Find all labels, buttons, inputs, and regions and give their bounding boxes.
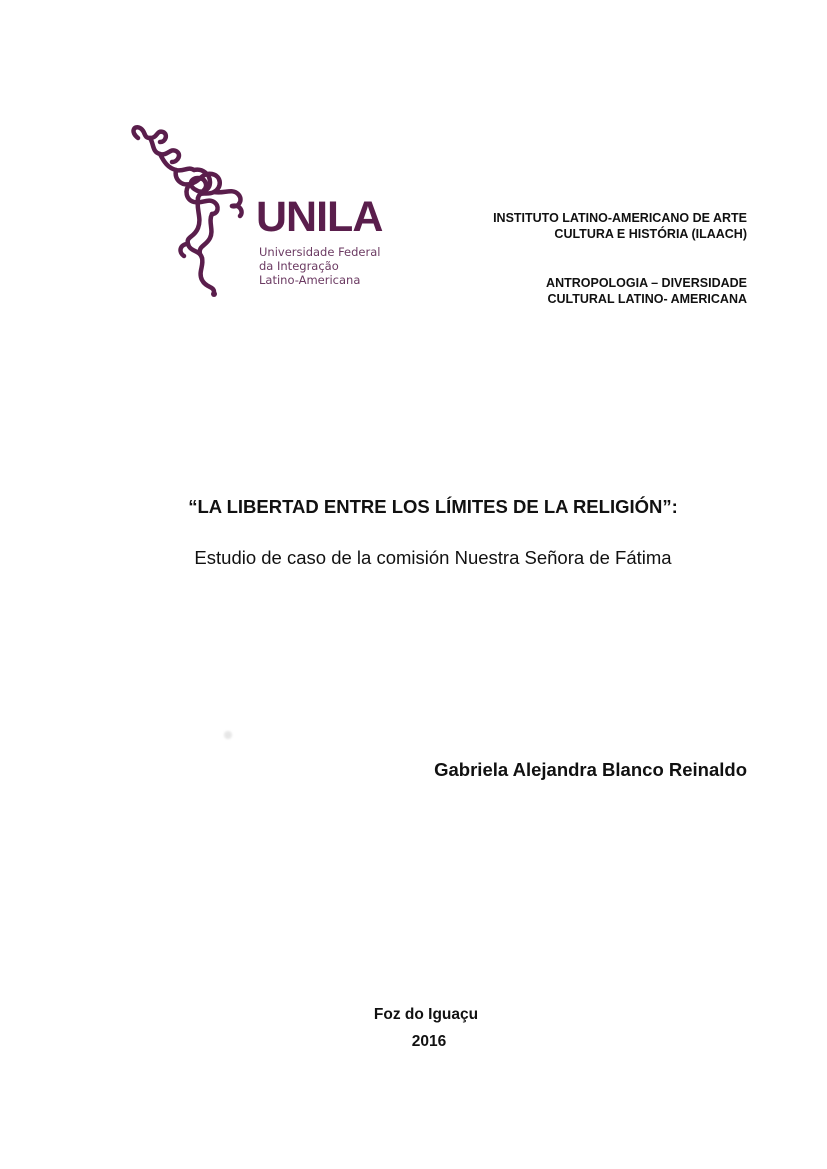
institute-line: CULTURA E HISTÓRIA (ILAACH) bbox=[554, 227, 747, 241]
unila-map-emblem-icon bbox=[128, 124, 253, 299]
scan-smudge bbox=[224, 731, 232, 739]
program-name bbox=[546, 275, 747, 307]
logo-wordmark: UNILA bbox=[256, 193, 383, 241]
logo-subtitle-line: Universidade Federal bbox=[259, 245, 381, 259]
program-line: ANTROPOLOGIA – DIVERSIDADE bbox=[546, 276, 747, 290]
logo-subtitle bbox=[259, 245, 380, 287]
document-title: “LA LIBERTAD ENTRE LOS LÍMITES DE LA RELIGIÓN”: bbox=[188, 496, 678, 517]
publication-year: 2016 bbox=[411, 1033, 447, 1050]
institute-line: INSTITUTO LATINO-AMERICANO DE ARTE bbox=[493, 211, 747, 225]
unila-logo bbox=[128, 124, 383, 299]
logo-subtitle-line: da Integração bbox=[259, 259, 339, 273]
document-subtitle: Estudio de caso de la comisión Nuestra Señora de Fátima bbox=[194, 547, 672, 568]
institute-name bbox=[493, 210, 747, 242]
program-line: CULTURAL LATINO- AMERICANA bbox=[547, 292, 747, 306]
author-name: Gabriela Alejandra Blanco Reinaldo bbox=[434, 759, 747, 780]
publication-place: Foz do Iguaçu bbox=[373, 1006, 479, 1023]
logo-subtitle-line: Latino-Americana bbox=[259, 273, 361, 287]
